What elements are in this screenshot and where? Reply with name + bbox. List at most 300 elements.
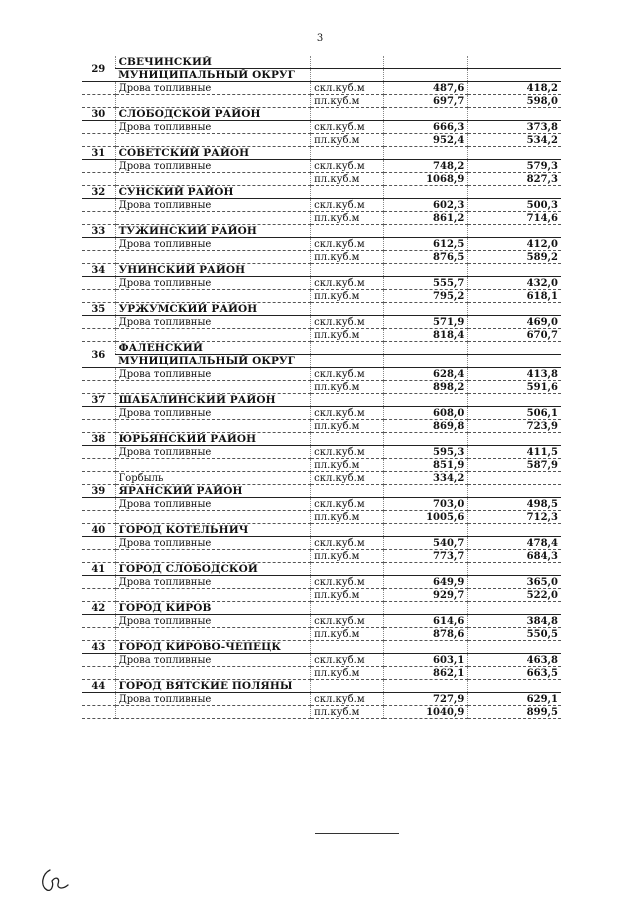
table-row	[82, 550, 561, 563]
district-name: ГОРОД КИРОВ	[115, 602, 311, 615]
unit-label: скл.куб.м	[311, 472, 383, 485]
empty-cell	[311, 641, 383, 654]
row-number: 37	[82, 394, 115, 407]
handwritten-signature-icon	[38, 866, 72, 894]
value-cell: 373,8	[468, 121, 561, 134]
row-number: 38	[82, 433, 115, 446]
unit-label: пл.куб.м	[311, 511, 383, 524]
empty-cell	[82, 589, 115, 602]
item-name: Дрова топливные	[115, 316, 311, 329]
value-cell: 952,4	[383, 134, 468, 147]
section-header-row	[82, 108, 561, 121]
value-cell: 714,6	[468, 212, 561, 225]
empty-cell	[311, 680, 383, 693]
fuelwood-volume-table	[82, 56, 561, 719]
table-row	[82, 615, 561, 628]
page-number: 3	[316, 33, 324, 44]
empty-cell	[115, 706, 311, 719]
empty-cell	[115, 134, 311, 147]
section-header-row	[82, 602, 561, 615]
row-number: 36	[82, 342, 115, 368]
empty-cell	[383, 147, 468, 160]
empty-cell	[115, 550, 311, 563]
empty-cell	[115, 667, 311, 680]
empty-cell	[115, 589, 311, 602]
value-cell: 827,3	[468, 173, 561, 186]
value-cell: 540,7	[383, 537, 468, 550]
empty-cell	[82, 316, 115, 329]
value-cell: 618,1	[468, 290, 561, 303]
empty-cell	[311, 186, 383, 199]
value-cell: 608,0	[383, 407, 468, 420]
district-name: СОВЕТСКИЙ РАЙОН	[115, 147, 311, 160]
empty-cell	[82, 576, 115, 589]
district-name: ГОРОД ВЯТСКИЕ ПОЛЯНЫ	[115, 680, 311, 693]
row-number: 35	[82, 303, 115, 316]
empty-cell	[383, 69, 468, 82]
value-cell: 469,0	[468, 316, 561, 329]
empty-cell	[468, 641, 561, 654]
empty-cell	[115, 628, 311, 641]
row-number: 41	[82, 563, 115, 576]
row-number: 40	[82, 524, 115, 537]
empty-cell	[311, 355, 383, 368]
district-name: СЛОБОДСКОЙ РАЙОН	[115, 108, 311, 121]
empty-cell	[468, 433, 561, 446]
unit-label: скл.куб.м	[311, 368, 383, 381]
empty-cell	[82, 277, 115, 290]
empty-cell	[82, 407, 115, 420]
empty-cell	[468, 485, 561, 498]
empty-cell	[115, 212, 311, 225]
section-header-row	[82, 433, 561, 446]
district-name: ГОРОД КИРОВО-ЧЕПЕЦК	[115, 641, 311, 654]
unit-label: скл.куб.м	[311, 537, 383, 550]
item-name: Дрова топливные	[115, 498, 311, 511]
empty-cell	[383, 108, 468, 121]
unit-label: пл.куб.м	[311, 329, 383, 342]
empty-cell	[383, 225, 468, 238]
unit-label: пл.куб.м	[311, 173, 383, 186]
value-cell: 595,3	[383, 446, 468, 459]
district-name: ЯРАНСКИЙ РАЙОН	[115, 485, 311, 498]
item-name: Дрова топливные	[115, 199, 311, 212]
value-cell: 703,0	[383, 498, 468, 511]
value-cell: 412,0	[468, 238, 561, 251]
row-number: 43	[82, 641, 115, 654]
unit-label: скл.куб.м	[311, 316, 383, 329]
item-name: Дрова топливные	[115, 407, 311, 420]
table-row	[82, 238, 561, 251]
empty-cell	[82, 537, 115, 550]
table-row	[82, 134, 561, 147]
district-name-continued: МУНИЦИПАЛЬНЫЙ ОКРУГ	[115, 355, 311, 368]
district-name: УРЖУМСКИЙ РАЙОН	[115, 303, 311, 316]
item-name: Дрова топливные	[115, 615, 311, 628]
item-name: Дрова топливные	[115, 654, 311, 667]
item-name: Дрова топливные	[115, 121, 311, 134]
value-cell: 629,1	[468, 693, 561, 706]
value-cell: 723,9	[468, 420, 561, 433]
empty-cell	[383, 433, 468, 446]
row-number: 30	[82, 108, 115, 121]
district-name: ФАЛЕНСКИЙ	[115, 342, 311, 355]
table-row	[82, 446, 561, 459]
empty-cell	[82, 459, 115, 472]
value-cell: 818,4	[383, 329, 468, 342]
table-row	[82, 251, 561, 264]
table-row	[82, 667, 561, 680]
item-name: Дрова топливные	[115, 82, 311, 95]
value-cell: 899,5	[468, 706, 561, 719]
unit-label: скл.куб.м	[311, 654, 383, 667]
table-row	[82, 316, 561, 329]
empty-cell	[311, 433, 383, 446]
section-header-row	[82, 485, 561, 498]
item-name: Дрова топливные	[115, 238, 311, 251]
empty-cell	[311, 394, 383, 407]
empty-cell	[468, 108, 561, 121]
row-number: 32	[82, 186, 115, 199]
value-cell: 487,6	[383, 82, 468, 95]
value-cell: 384,8	[468, 615, 561, 628]
empty-cell	[468, 225, 561, 238]
section-header-row	[82, 303, 561, 316]
value-cell: 334,2	[383, 472, 468, 485]
empty-cell	[311, 108, 383, 121]
value-cell: 579,3	[468, 160, 561, 173]
value-cell: 571,9	[383, 316, 468, 329]
empty-cell	[82, 498, 115, 511]
value-cell: 684,3	[468, 550, 561, 563]
section-header-row	[82, 186, 561, 199]
value-cell: 498,5	[468, 498, 561, 511]
value-cell: 861,2	[383, 212, 468, 225]
value-cell: 500,3	[468, 199, 561, 212]
table-row	[82, 537, 561, 550]
empty-cell	[468, 186, 561, 199]
table-row	[82, 95, 561, 108]
empty-cell	[383, 524, 468, 537]
empty-cell	[468, 394, 561, 407]
empty-cell	[468, 303, 561, 316]
section-header-row	[82, 524, 561, 537]
value-cell: 603,1	[383, 654, 468, 667]
empty-cell	[383, 602, 468, 615]
section-header-row-continued	[82, 69, 561, 82]
value-cell: 534,2	[468, 134, 561, 147]
table-row	[82, 628, 561, 641]
section-header-row	[82, 225, 561, 238]
empty-cell	[468, 147, 561, 160]
unit-label: пл.куб.м	[311, 550, 383, 563]
table-row	[82, 654, 561, 667]
empty-cell	[311, 225, 383, 238]
empty-cell	[82, 238, 115, 251]
table-row	[82, 498, 561, 511]
empty-cell	[468, 342, 561, 355]
empty-cell	[468, 602, 561, 615]
empty-cell	[82, 667, 115, 680]
value-cell: 522,0	[468, 589, 561, 602]
table-row	[82, 576, 561, 589]
empty-cell	[383, 355, 468, 368]
empty-cell	[82, 290, 115, 303]
empty-cell	[82, 329, 115, 342]
empty-cell	[82, 251, 115, 264]
value-cell: 506,1	[468, 407, 561, 420]
empty-cell	[468, 355, 561, 368]
table-row	[82, 199, 561, 212]
empty-cell	[82, 173, 115, 186]
table-row	[82, 511, 561, 524]
empty-cell	[82, 121, 115, 134]
empty-cell	[82, 134, 115, 147]
value-cell: 697,7	[383, 95, 468, 108]
item-name: Горбыль	[115, 472, 311, 485]
value-cell: 591,6	[468, 381, 561, 394]
empty-cell	[82, 368, 115, 381]
unit-label: скл.куб.м	[311, 693, 383, 706]
unit-label: скл.куб.м	[311, 615, 383, 628]
empty-cell	[115, 95, 311, 108]
table-row	[82, 381, 561, 394]
district-name: ГОРОД КОТЕЛЬНИЧ	[115, 524, 311, 537]
district-name-continued: МУНИЦИПАЛЬНЫЙ ОКРУГ	[115, 69, 311, 82]
value-cell: 862,1	[383, 667, 468, 680]
row-number: 29	[82, 56, 115, 82]
empty-cell	[468, 472, 561, 485]
value-cell: 411,5	[468, 446, 561, 459]
empty-cell	[82, 654, 115, 667]
empty-cell	[82, 706, 115, 719]
item-name: Дрова топливные	[115, 446, 311, 459]
empty-cell	[82, 550, 115, 563]
unit-label: скл.куб.м	[311, 576, 383, 589]
unit-label: пл.куб.м	[311, 212, 383, 225]
row-number: 33	[82, 225, 115, 238]
value-cell: 598,0	[468, 95, 561, 108]
value-cell: 614,6	[383, 615, 468, 628]
unit-label: пл.куб.м	[311, 706, 383, 719]
empty-cell	[311, 563, 383, 576]
unit-label: пл.куб.м	[311, 667, 383, 680]
table-row	[82, 693, 561, 706]
empty-cell	[115, 329, 311, 342]
empty-cell	[383, 485, 468, 498]
value-cell: 712,3	[468, 511, 561, 524]
unit-label: скл.куб.м	[311, 199, 383, 212]
table-row	[82, 277, 561, 290]
value-cell: 602,3	[383, 199, 468, 212]
value-cell: 663,5	[468, 667, 561, 680]
item-name: Дрова топливные	[115, 277, 311, 290]
empty-cell	[82, 446, 115, 459]
empty-cell	[468, 56, 561, 69]
unit-label: скл.куб.м	[311, 498, 383, 511]
value-cell: 612,5	[383, 238, 468, 251]
value-cell: 628,4	[383, 368, 468, 381]
unit-label: скл.куб.м	[311, 82, 383, 95]
section-header-row	[82, 342, 561, 355]
empty-cell	[311, 303, 383, 316]
section-header-row	[82, 563, 561, 576]
table-row	[82, 329, 561, 342]
empty-cell	[115, 459, 311, 472]
row-number: 31	[82, 147, 115, 160]
district-name: ТУЖИНСКИЙ РАЙОН	[115, 225, 311, 238]
section-header-row	[82, 147, 561, 160]
item-name: Дрова топливные	[115, 368, 311, 381]
value-cell: 929,7	[383, 589, 468, 602]
empty-cell	[311, 485, 383, 498]
unit-label: скл.куб.м	[311, 407, 383, 420]
section-header-row	[82, 264, 561, 277]
empty-cell	[311, 264, 383, 277]
empty-cell	[115, 290, 311, 303]
value-cell: 418,2	[468, 82, 561, 95]
value-cell: 649,9	[383, 576, 468, 589]
empty-cell	[82, 160, 115, 173]
empty-cell	[468, 69, 561, 82]
empty-cell	[383, 563, 468, 576]
empty-cell	[115, 420, 311, 433]
empty-cell	[468, 563, 561, 576]
value-cell: 413,8	[468, 368, 561, 381]
table-row	[82, 121, 561, 134]
unit-label: скл.куб.м	[311, 238, 383, 251]
value-cell: 432,0	[468, 277, 561, 290]
value-cell: 795,2	[383, 290, 468, 303]
table-row	[82, 459, 561, 472]
empty-cell	[82, 82, 115, 95]
empty-cell	[383, 680, 468, 693]
item-name: Дрова топливные	[115, 576, 311, 589]
unit-label: пл.куб.м	[311, 95, 383, 108]
unit-label: пл.куб.м	[311, 381, 383, 394]
empty-cell	[311, 342, 383, 355]
table-row	[82, 420, 561, 433]
value-cell: 1068,9	[383, 173, 468, 186]
item-name: Дрова топливные	[115, 693, 311, 706]
empty-cell	[468, 680, 561, 693]
empty-cell	[383, 186, 468, 199]
unit-label: пл.куб.м	[311, 459, 383, 472]
row-number: 39	[82, 485, 115, 498]
table-row	[82, 407, 561, 420]
empty-cell	[115, 511, 311, 524]
value-cell: 727,9	[383, 693, 468, 706]
empty-cell	[383, 394, 468, 407]
table-row	[82, 160, 561, 173]
empty-cell	[115, 251, 311, 264]
end-separator-line	[315, 833, 399, 834]
empty-cell	[383, 264, 468, 277]
table-row	[82, 589, 561, 602]
table-row	[82, 368, 561, 381]
table-row	[82, 290, 561, 303]
unit-label: пл.куб.м	[311, 134, 383, 147]
empty-cell	[311, 56, 383, 69]
empty-cell	[82, 615, 115, 628]
section-header-row	[82, 56, 561, 69]
table-row	[82, 472, 561, 485]
empty-cell	[82, 95, 115, 108]
empty-cell	[311, 147, 383, 160]
empty-cell	[311, 524, 383, 537]
value-cell: 666,3	[383, 121, 468, 134]
unit-label: пл.куб.м	[311, 251, 383, 264]
section-header-row	[82, 641, 561, 654]
section-header-row-continued	[82, 355, 561, 368]
empty-cell	[311, 69, 383, 82]
district-name: УНИНСКИЙ РАЙОН	[115, 264, 311, 277]
value-cell: 773,7	[383, 550, 468, 563]
empty-cell	[82, 420, 115, 433]
empty-cell	[468, 524, 561, 537]
value-cell: 1005,6	[383, 511, 468, 524]
empty-cell	[82, 693, 115, 706]
item-name: Дрова топливные	[115, 537, 311, 550]
value-cell: 1040,9	[383, 706, 468, 719]
empty-cell	[82, 511, 115, 524]
district-name: ГОРОД СЛОБОДСКОЙ	[115, 563, 311, 576]
value-cell: 851,9	[383, 459, 468, 472]
value-cell: 478,4	[468, 537, 561, 550]
district-name: СУНСКИЙ РАЙОН	[115, 186, 311, 199]
unit-label: скл.куб.м	[311, 160, 383, 173]
value-cell: 869,8	[383, 420, 468, 433]
value-cell: 365,0	[468, 576, 561, 589]
table-row	[82, 706, 561, 719]
value-cell: 463,8	[468, 654, 561, 667]
empty-cell	[82, 212, 115, 225]
empty-cell	[468, 264, 561, 277]
unit-label: пл.куб.м	[311, 290, 383, 303]
section-header-row	[82, 680, 561, 693]
district-name: ЮРЬЯНСКИЙ РАЙОН	[115, 433, 311, 446]
district-name: СВЕЧИНСКИЙ	[115, 56, 311, 69]
row-number: 42	[82, 602, 115, 615]
value-cell: 587,9	[468, 459, 561, 472]
unit-label: пл.куб.м	[311, 628, 383, 641]
value-cell: 878,6	[383, 628, 468, 641]
table-row	[82, 82, 561, 95]
empty-cell	[383, 56, 468, 69]
empty-cell	[82, 199, 115, 212]
unit-label: скл.куб.м	[311, 446, 383, 459]
empty-cell	[383, 641, 468, 654]
value-cell: 876,5	[383, 251, 468, 264]
empty-cell	[82, 628, 115, 641]
row-number: 44	[82, 680, 115, 693]
row-number: 34	[82, 264, 115, 277]
empty-cell	[82, 381, 115, 394]
empty-cell	[311, 602, 383, 615]
value-cell: 555,7	[383, 277, 468, 290]
value-cell: 589,2	[468, 251, 561, 264]
value-cell: 550,5	[468, 628, 561, 641]
table-row	[82, 173, 561, 186]
value-cell: 670,7	[468, 329, 561, 342]
section-header-row	[82, 394, 561, 407]
empty-cell	[115, 381, 311, 394]
unit-label: пл.куб.м	[311, 589, 383, 602]
table-row	[82, 212, 561, 225]
unit-label: пл.куб.м	[311, 420, 383, 433]
value-cell: 898,2	[383, 381, 468, 394]
value-cell: 748,2	[383, 160, 468, 173]
